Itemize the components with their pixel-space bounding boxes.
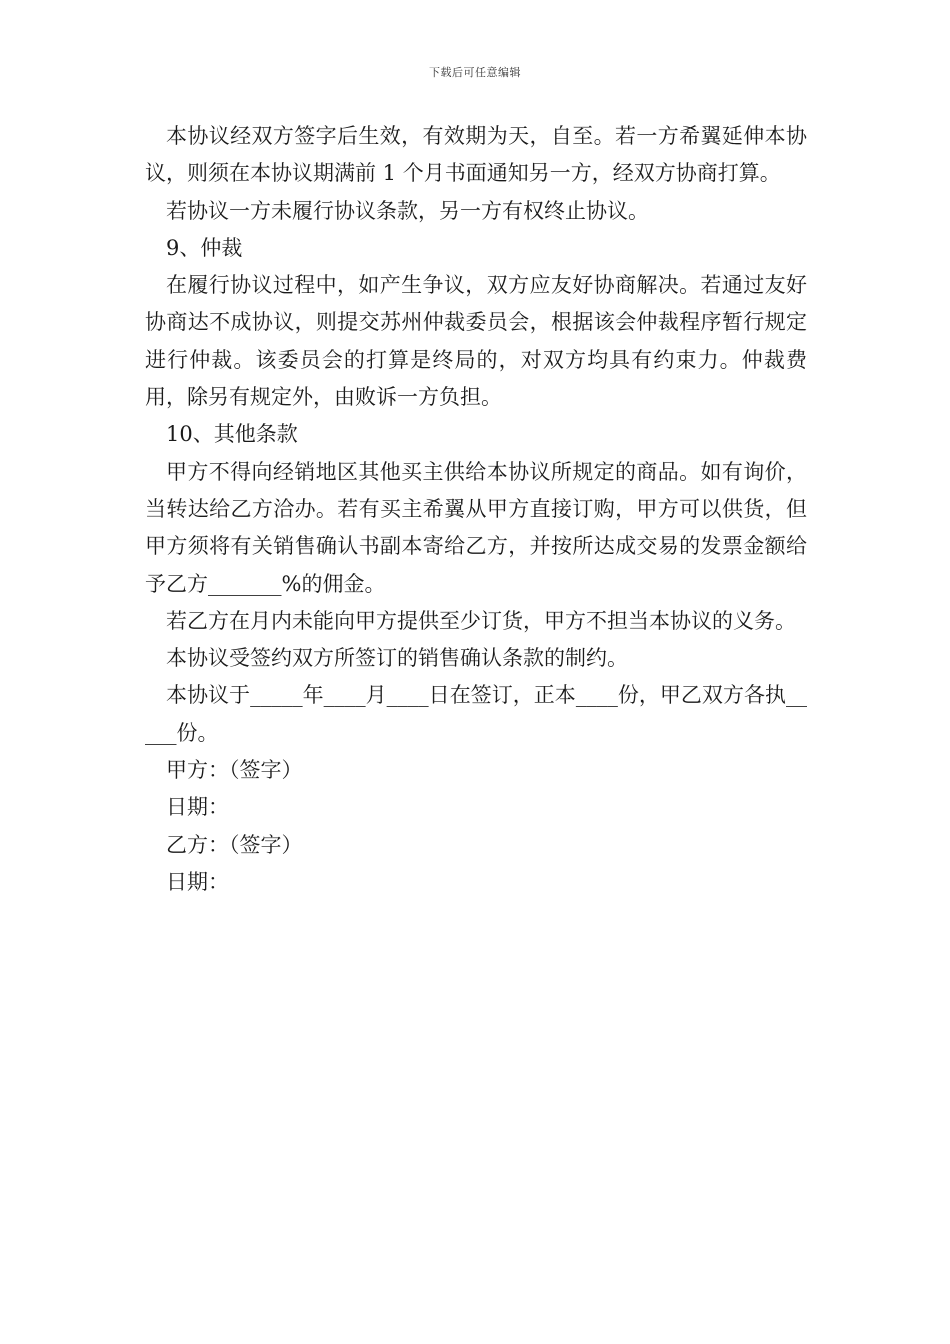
constraint-paragraph: 本协议受签约双方所签订的销售确认条款的制约。 — [166, 646, 628, 671]
document-body — [145, 118, 807, 901]
validity-paragraph: 本协议经双方签字后生效，有效期为天，自至。若一方希翼延伸本协议，则须在本协议期满前 1 个月书面通知另一方，经双方协商打算。 — [145, 124, 807, 186]
party-a-date-line: 日期： — [166, 795, 229, 820]
section-heading-arbitration: 9、仲裁 — [166, 235, 243, 260]
signing-date-paragraph: 本协议于_____年____月____日在签订，正本____份，甲乙双方各执_____份。 — [145, 683, 807, 745]
party-a-signature-line: 甲方：（签字） — [166, 758, 303, 783]
page-header: 下载后可任意编辑 — [429, 66, 521, 79]
party-b-signature-line: 乙方：（签字） — [166, 832, 303, 857]
party-b-date-line: 日期： — [166, 869, 229, 894]
termination-paragraph: 若协议一方未履行协议条款，另一方有权终止协议。 — [166, 198, 649, 223]
supply-commission-paragraph: 甲方不得向经销地区其他买主供给本协议所规定的商品。如有询价，当转达给乙方洽办。若有买主希翼从甲方直接订购，甲方可以供货，但甲方须将有关销售确认书副本寄给乙方，并按所达成交易的发票金额给予乙方_______%的佣金。 — [145, 459, 807, 596]
section-heading-other-terms: 10、其他条款 — [166, 422, 298, 447]
arbitration-paragraph: 在履行协议过程中，如产生争议，双方应友好协商解决。若通过友好协商达不成协议，则提交苏州仲裁委员会，根据该会仲裁程序暂行规定进行仲裁。该委员会的打算是终局的，对双方均具有约束力。仲裁费用，除另有规定外，由败诉一方负担。 — [145, 273, 807, 410]
minimum-order-paragraph: 若乙方在月内未能向甲方提供至少订货，甲方不担当本协议的义务。 — [166, 608, 796, 633]
